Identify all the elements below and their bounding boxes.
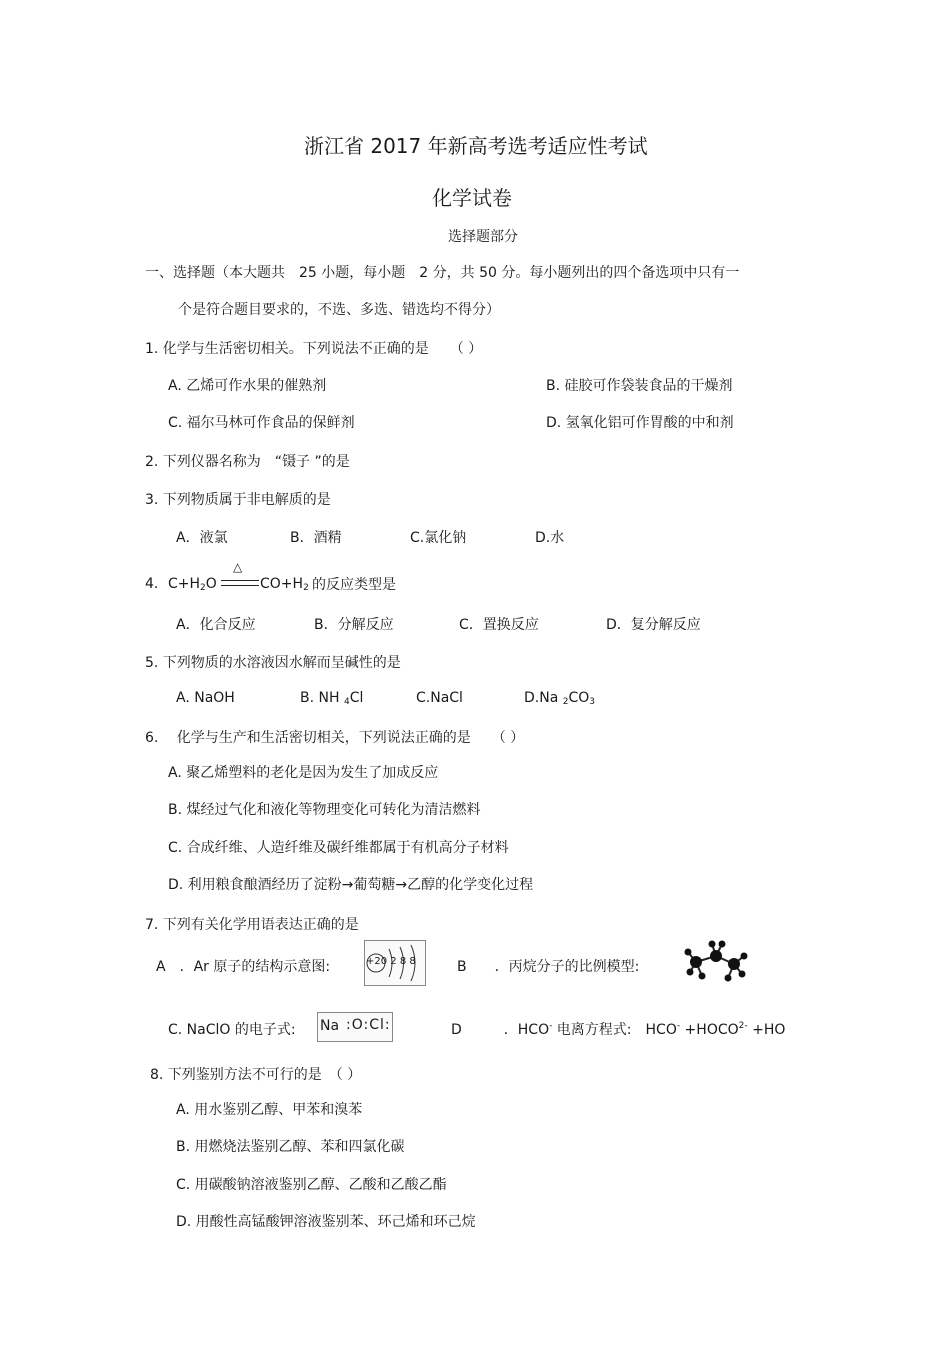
question-6-option-d: D. 利用粮食酿酒经历了淀粉→葡萄糖→乙醇的化学变化过程 [168,877,534,893]
question-6-stem: 6. 化学与生产和生活密切相关，下列说法正确的是 （ ） [145,730,525,746]
question-4-number: 4. [145,576,159,592]
question-8-option-a: A. 用水鉴别乙醇、甲苯和溴苯 [176,1102,363,1118]
question-1-stem: 1. 化学与生活密切相关。下列说法不正确的是 （ ） [145,341,483,357]
question-7-option-c: C. NaClO 的电子式: [168,1022,296,1038]
question-3-stem: 3. 下列物质属于非电解质的是 [145,492,331,508]
question-5-option-c: C.NaCl [416,690,463,706]
question-4-stem-tail: 的反应类型是 [312,577,396,593]
question-3-option-b: B．酒精 [290,530,342,546]
instructions-line-1: 一、选择题（本大题共 25 小题，每小题 2 分，共 50 分。每小题列出的四个备选项中只有一 [145,265,740,281]
question-8-option-b: B. 用燃烧法鉴别乙醇、苯和四氯化碳 [176,1139,405,1155]
question-6-option-b: B. 煤经过气化和液化等物理变化可转化为清洁燃料 [168,802,481,818]
question-4-option-d: D．复分解反应 [606,617,701,633]
question-3-option-a: A．液氯 [176,530,228,546]
question-1-option-b: B. 硅胶可作袋装食品的干燥剂 [546,378,733,394]
propane-ball-model-icon [682,938,748,984]
question-6-option-a: A. 聚乙烯塑料的老化是因为发生了加成反应 [168,765,439,781]
question-8-option-c: C. 用碳酸钠溶液鉴别乙醇、乙酸和乙酸乙酯 [176,1177,447,1193]
instructions-line-2: 个是符合题目要求的，不选、多选、错选均不得分） [178,302,500,318]
page-subtitle: 化学试卷 [432,186,512,210]
section-heading: 选择题部分 [448,229,518,245]
question-4-option-c: C．置换反应 [459,617,539,633]
question-4-equation-right: $CO+H_2$ [260,576,309,593]
question-1-option-d: D. 氢氧化铝可作胃酸的中和剂 [546,415,734,431]
equation-equals-sign [221,580,259,586]
question-1-option-c: C. 福尔马林可作食品的保鲜剂 [168,415,355,431]
page-title: 浙江省 2017 年新高考选考适应性考试 [304,134,648,158]
question-3-option-d: D.水 [535,530,565,546]
naclo-electron-formula: Na :O:Cl: [317,1012,393,1042]
question-7-option-a: A ．Ar 原子的结构示意图: [156,959,331,975]
question-8-stem: 8. 下列鉴别方法不可行的是 （ ） [150,1067,362,1083]
argon-atomic-structure-diagram [364,940,426,986]
question-5-stem: 5. 下列物质的水溶液因水解而呈碱性的是 [145,655,401,671]
question-7-stem: 7. 下列有关化学用语表达正确的是 [145,917,359,933]
question-1-option-a: A. 乙烯可作水果的催熟剂 [168,378,327,394]
question-5-option-a: A. NaOH [176,690,235,706]
question-5-option-d: D.Na $_2CO_3$ [524,690,595,707]
heat-condition-symbol: △ [233,560,243,574]
question-3-option-c: C.氯化钠 [410,530,467,546]
atomic-structure-label: +20 2 8 8 [366,956,416,967]
question-4-option-a: A．化合反应 [176,617,256,633]
question-5-option-b: B. NH $_4$Cl [300,690,364,707]
question-8-option-d: D. 用酸性高锰酸钾溶液鉴别苯、环己烯和环己烷 [176,1214,476,1230]
question-7-option-d: D ．HCO- 电离方程式: $HCO^- +HOCO^{2-} +HO$ [451,1021,786,1038]
question-7-option-b: B ．丙烷分子的比例模型: [457,959,640,975]
question-4-option-b: B．分解反应 [314,617,394,633]
question-4-equation-left: $C+H_2O$ [168,576,217,593]
question-6-option-c: C. 合成纤维、人造纤维及碳纤维都属于有机高分子材料 [168,840,509,856]
question-2-stem: 2. 下列仪器名称为 “镊子 ”的是 [145,454,350,470]
